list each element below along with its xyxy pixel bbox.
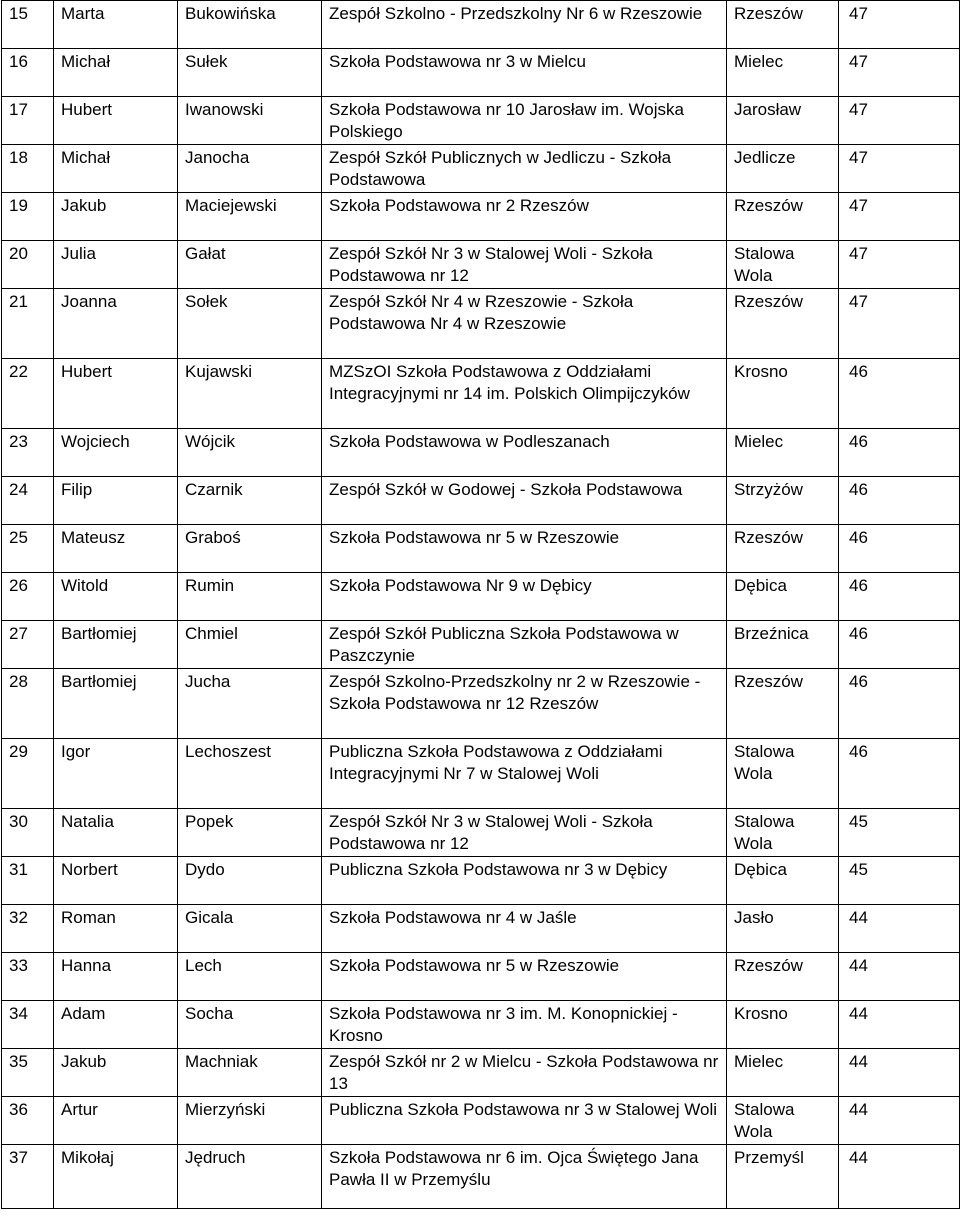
score-cell: 47 bbox=[839, 97, 960, 145]
school-name-cell: Zespół Szkół Publicznych w Jedliczu - Szkoła Podstawowa bbox=[322, 145, 727, 193]
first-name-cell: Artur bbox=[54, 1097, 178, 1145]
score-cell: 44 bbox=[839, 1097, 960, 1145]
last-name-cell: Popek bbox=[178, 809, 322, 857]
city-cell: Krosno bbox=[727, 359, 839, 429]
school-name-cell: Szkoła Podstawowa w Podleszanach bbox=[322, 429, 727, 477]
score-cell: 46 bbox=[839, 669, 960, 739]
last-name-cell: Sołek bbox=[178, 289, 322, 359]
table-row bbox=[2, 1, 960, 49]
last-name-cell: Maciejewski bbox=[178, 193, 322, 241]
school-name-cell: Zespół Szkół Nr 3 w Stalowej Woli - Szkoła Podstawowa nr 12 bbox=[322, 241, 727, 289]
score-cell: 44 bbox=[839, 1145, 960, 1209]
last-name-cell: Sułek bbox=[178, 49, 322, 97]
score-cell: 47 bbox=[839, 193, 960, 241]
school-name-cell: Publiczna Szkoła Podstawowa nr 3 w Dębicy bbox=[322, 857, 727, 905]
first-name-cell: Marta bbox=[54, 1, 178, 49]
row-number-cell: 24 bbox=[2, 477, 54, 525]
row-number-cell: 16 bbox=[2, 49, 54, 97]
last-name-cell: Rumin bbox=[178, 573, 322, 621]
last-name-cell: Iwanowski bbox=[178, 97, 322, 145]
city-cell: Rzeszów bbox=[727, 1, 839, 49]
school-name-cell: Zespół Szkół w Godowej - Szkoła Podstawowa bbox=[322, 477, 727, 525]
city-cell: Stalowa Wola bbox=[727, 241, 839, 289]
last-name-cell: Jędruch bbox=[178, 1145, 322, 1209]
score-cell: 47 bbox=[839, 1, 960, 49]
score-cell: 47 bbox=[839, 145, 960, 193]
first-name-cell: Hubert bbox=[54, 97, 178, 145]
score-cell: 44 bbox=[839, 905, 960, 953]
first-name-cell: Bartłomiej bbox=[54, 621, 178, 669]
table-row bbox=[2, 1145, 960, 1209]
row-number-cell: 22 bbox=[2, 359, 54, 429]
score-cell: 45 bbox=[839, 857, 960, 905]
score-cell: 44 bbox=[839, 1001, 960, 1049]
city-cell: Rzeszów bbox=[727, 193, 839, 241]
row-number-cell: 21 bbox=[2, 289, 54, 359]
school-name-cell: Zespół Szkolno - Przedszkolny Nr 6 w Rzeszowie bbox=[322, 1, 727, 49]
school-name-cell: Szkoła Podstawowa nr 5 w Rzeszowie bbox=[322, 953, 727, 1001]
table-row bbox=[2, 1049, 960, 1097]
table-row bbox=[2, 97, 960, 145]
row-number-cell: 32 bbox=[2, 905, 54, 953]
city-cell: Strzyżów bbox=[727, 477, 839, 525]
table-row bbox=[2, 49, 960, 97]
first-name-cell: Michał bbox=[54, 49, 178, 97]
table-row bbox=[2, 193, 960, 241]
row-number-cell: 20 bbox=[2, 241, 54, 289]
row-number-cell: 25 bbox=[2, 525, 54, 573]
school-name-cell: MZSzOI Szkoła Podstawowa z Oddziałami Integracyjnymi nr 14 im. Polskich Olimpijczyków bbox=[322, 359, 727, 429]
city-cell: Rzeszów bbox=[727, 525, 839, 573]
city-cell: Jedlicze bbox=[727, 145, 839, 193]
row-number-cell: 26 bbox=[2, 573, 54, 621]
table-row bbox=[2, 905, 960, 953]
first-name-cell: Igor bbox=[54, 739, 178, 809]
score-cell: 46 bbox=[839, 573, 960, 621]
row-number-cell: 17 bbox=[2, 97, 54, 145]
first-name-cell: Hubert bbox=[54, 359, 178, 429]
last-name-cell: Lech bbox=[178, 953, 322, 1001]
first-name-cell: Mikołaj bbox=[54, 1145, 178, 1209]
school-name-cell: Zespół Szkół Nr 3 w Stalowej Woli - Szkoła Podstawowa nr 12 bbox=[322, 809, 727, 857]
first-name-cell: Witold bbox=[54, 573, 178, 621]
school-name-cell: Szkoła Podstawowa nr 10 Jarosław im. Wojska Polskiego bbox=[322, 97, 727, 145]
last-name-cell: Wójcik bbox=[178, 429, 322, 477]
school-name-cell: Szkoła Podstawowa Nr 9 w Dębicy bbox=[322, 573, 727, 621]
table-row bbox=[2, 525, 960, 573]
city-cell: Stalowa Wola bbox=[727, 1097, 839, 1145]
first-name-cell: Mateusz bbox=[54, 525, 178, 573]
first-name-cell: Jakub bbox=[54, 193, 178, 241]
last-name-cell: Machniak bbox=[178, 1049, 322, 1097]
row-number-cell: 33 bbox=[2, 953, 54, 1001]
row-number-cell: 29 bbox=[2, 739, 54, 809]
row-number-cell: 37 bbox=[2, 1145, 54, 1209]
table-row bbox=[2, 1097, 960, 1145]
last-name-cell: Gicala bbox=[178, 905, 322, 953]
last-name-cell: Chmiel bbox=[178, 621, 322, 669]
school-name-cell: Szkoła Podstawowa nr 2 Rzeszów bbox=[322, 193, 727, 241]
last-name-cell: Mierzyński bbox=[178, 1097, 322, 1145]
city-cell: Dębica bbox=[727, 573, 839, 621]
score-cell: 46 bbox=[839, 359, 960, 429]
last-name-cell: Jucha bbox=[178, 669, 322, 739]
city-cell: Krosno bbox=[727, 1001, 839, 1049]
score-cell: 46 bbox=[839, 621, 960, 669]
row-number-cell: 31 bbox=[2, 857, 54, 905]
score-cell: 46 bbox=[839, 429, 960, 477]
score-cell: 46 bbox=[839, 477, 960, 525]
table-row bbox=[2, 857, 960, 905]
table-row bbox=[2, 477, 960, 525]
row-number-cell: 23 bbox=[2, 429, 54, 477]
last-name-cell: Kujawski bbox=[178, 359, 322, 429]
school-name-cell: Zespół Szkół nr 2 w Mielcu - Szkoła Podstawowa nr 13 bbox=[322, 1049, 727, 1097]
table-row bbox=[2, 289, 960, 359]
last-name-cell: Dydo bbox=[178, 857, 322, 905]
table-row bbox=[2, 145, 960, 193]
first-name-cell: Joanna bbox=[54, 289, 178, 359]
last-name-cell: Czarnik bbox=[178, 477, 322, 525]
table-row bbox=[2, 241, 960, 289]
school-name-cell: Szkoła Podstawowa nr 6 im. Ojca Świętego Jana Pawła II w Przemyślu bbox=[322, 1145, 727, 1209]
last-name-cell: Bukowińska bbox=[178, 1, 322, 49]
score-cell: 46 bbox=[839, 739, 960, 809]
school-name-cell: Szkoła Podstawowa nr 5 w Rzeszowie bbox=[322, 525, 727, 573]
city-cell: Rzeszów bbox=[727, 289, 839, 359]
row-number-cell: 28 bbox=[2, 669, 54, 739]
last-name-cell: Gałat bbox=[178, 241, 322, 289]
row-number-cell: 27 bbox=[2, 621, 54, 669]
first-name-cell: Julia bbox=[54, 241, 178, 289]
table-row bbox=[2, 359, 960, 429]
city-cell: Rzeszów bbox=[727, 669, 839, 739]
school-name-cell: Szkoła Podstawowa nr 3 w Mielcu bbox=[322, 49, 727, 97]
table-row bbox=[2, 573, 960, 621]
table-row bbox=[2, 429, 960, 477]
school-name-cell: Zespół Szkół Nr 4 w Rzeszowie - Szkoła Podstawowa Nr 4 w Rzeszowie bbox=[322, 289, 727, 359]
score-cell: 44 bbox=[839, 953, 960, 1001]
results-table bbox=[1, 0, 960, 1209]
first-name-cell: Jakub bbox=[54, 1049, 178, 1097]
school-name-cell: Szkoła Podstawowa nr 3 im. M. Konopnickiej - Krosno bbox=[322, 1001, 727, 1049]
city-cell: Mielec bbox=[727, 429, 839, 477]
results-table-body bbox=[2, 1, 960, 1209]
city-cell: Przemyśl bbox=[727, 1145, 839, 1209]
last-name-cell: Lechoszest bbox=[178, 739, 322, 809]
first-name-cell: Norbert bbox=[54, 857, 178, 905]
city-cell: Rzeszów bbox=[727, 953, 839, 1001]
score-cell: 47 bbox=[839, 241, 960, 289]
score-cell: 45 bbox=[839, 809, 960, 857]
first-name-cell: Roman bbox=[54, 905, 178, 953]
first-name-cell: Michał bbox=[54, 145, 178, 193]
row-number-cell: 36 bbox=[2, 1097, 54, 1145]
first-name-cell: Hanna bbox=[54, 953, 178, 1001]
city-cell: Stalowa Wola bbox=[727, 809, 839, 857]
last-name-cell: Janocha bbox=[178, 145, 322, 193]
school-name-cell: Publiczna Szkoła Podstawowa nr 3 w Stalowej Woli bbox=[322, 1097, 727, 1145]
score-cell: 44 bbox=[839, 1049, 960, 1097]
school-name-cell: Szkoła Podstawowa nr 4 w Jaśle bbox=[322, 905, 727, 953]
school-name-cell: Zespół Szkół Publiczna Szkoła Podstawowa w Paszczynie bbox=[322, 621, 727, 669]
row-number-cell: 30 bbox=[2, 809, 54, 857]
table-row bbox=[2, 669, 960, 739]
score-cell: 46 bbox=[839, 525, 960, 573]
city-cell: Jasło bbox=[727, 905, 839, 953]
row-number-cell: 34 bbox=[2, 1001, 54, 1049]
table-row bbox=[2, 809, 960, 857]
row-number-cell: 35 bbox=[2, 1049, 54, 1097]
first-name-cell: Filip bbox=[54, 477, 178, 525]
last-name-cell: Graboś bbox=[178, 525, 322, 573]
table-row bbox=[2, 739, 960, 809]
score-cell: 47 bbox=[839, 289, 960, 359]
city-cell: Stalowa Wola bbox=[727, 739, 839, 809]
first-name-cell: Natalia bbox=[54, 809, 178, 857]
table-row bbox=[2, 621, 960, 669]
city-cell: Brzeźnica bbox=[727, 621, 839, 669]
school-name-cell: Zespół Szkolno-Przedszkolny nr 2 w Rzeszowie - Szkoła Podstawowa nr 12 Rzeszów bbox=[322, 669, 727, 739]
city-cell: Mielec bbox=[727, 1049, 839, 1097]
city-cell: Jarosław bbox=[727, 97, 839, 145]
school-name-cell: Publiczna Szkoła Podstawowa z Oddziałami Integracyjnymi Nr 7 w Stalowej Woli bbox=[322, 739, 727, 809]
first-name-cell: Bartłomiej bbox=[54, 669, 178, 739]
row-number-cell: 15 bbox=[2, 1, 54, 49]
first-name-cell: Adam bbox=[54, 1001, 178, 1049]
first-name-cell: Wojciech bbox=[54, 429, 178, 477]
row-number-cell: 18 bbox=[2, 145, 54, 193]
city-cell: Mielec bbox=[727, 49, 839, 97]
last-name-cell: Socha bbox=[178, 1001, 322, 1049]
score-cell: 47 bbox=[839, 49, 960, 97]
table-row bbox=[2, 1001, 960, 1049]
row-number-cell: 19 bbox=[2, 193, 54, 241]
table-row bbox=[2, 953, 960, 1001]
city-cell: Dębica bbox=[727, 857, 839, 905]
